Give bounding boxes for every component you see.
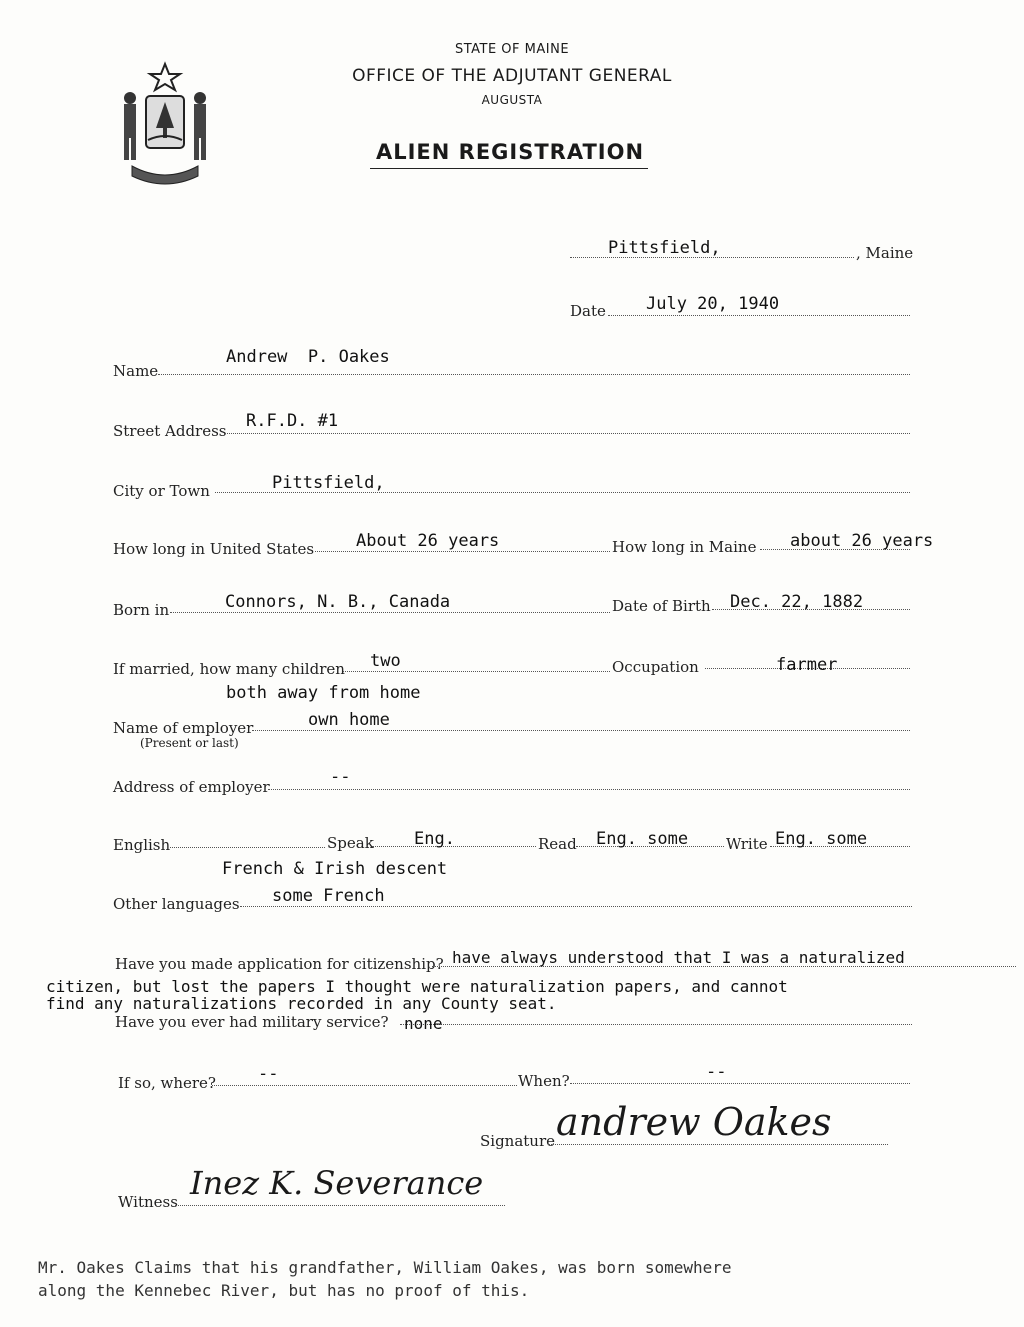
how-long-maine-label: How long in Maine xyxy=(612,538,757,556)
citizenship-line-3: find any naturalizations recorded in any County seat. xyxy=(46,994,557,1013)
state-heading: STATE OF MAINE xyxy=(454,42,570,57)
dob-label: Date of Birth xyxy=(612,597,711,615)
employer-dotted-line xyxy=(252,730,910,731)
place-suffix: , Maine xyxy=(856,244,914,262)
dob-value: Dec. 22, 1882 xyxy=(730,592,864,612)
write-label: Write xyxy=(726,835,768,853)
how-long-maine-value: about 26 years xyxy=(790,531,934,551)
military-dotted-line xyxy=(400,1024,912,1025)
military-label: Have you ever had military service? xyxy=(115,1013,389,1031)
other-languages-value: some French xyxy=(272,886,385,906)
footnote-line-1: Mr. Oakes Claims that his grandfather, William Oakes, was born somewhere xyxy=(38,1258,732,1277)
office-heading: OFFICE OF THE ADJUTANT GENERAL xyxy=(352,66,672,86)
name-dotted-line xyxy=(158,374,910,375)
date-label: Date xyxy=(570,302,606,320)
other-languages-label: Other languages xyxy=(113,895,240,913)
children-value: two xyxy=(370,651,401,671)
children-dotted-line xyxy=(343,671,610,672)
street-value: R.F.D. #1 xyxy=(246,411,339,431)
employer-address-label: Address of employer xyxy=(113,778,270,796)
date-value: July 20, 1940 xyxy=(646,294,780,314)
name-label: Name xyxy=(113,362,159,380)
other-languages-note: French & Irish descent xyxy=(222,859,448,879)
where-value: -- xyxy=(258,1064,279,1084)
military-value: none xyxy=(404,1014,443,1033)
employer-value: own home xyxy=(308,710,390,730)
city-town-label: City or Town xyxy=(113,482,210,500)
witness-value: Inez K. Severance xyxy=(190,1164,484,1202)
employer-address-value: -- xyxy=(330,767,351,787)
read-value: Eng. some xyxy=(596,829,689,849)
occupation-value: farmer xyxy=(776,655,838,675)
read-label: Read xyxy=(538,835,577,853)
place-value: Pittsfield, xyxy=(608,238,721,258)
speak-label: Speak xyxy=(327,834,374,852)
witness-dotted-line xyxy=(175,1205,505,1206)
occupation-label: Occupation xyxy=(612,658,699,676)
title-underline xyxy=(370,168,648,169)
when-label: When? xyxy=(518,1072,570,1090)
form-title: ALIEN REGISTRATION xyxy=(375,140,645,164)
english-label: English xyxy=(113,836,171,854)
speak-value: Eng. xyxy=(414,829,455,849)
where-dotted-line xyxy=(212,1085,517,1086)
how-long-us-value: About 26 years xyxy=(356,531,500,551)
born-dotted-line xyxy=(170,612,610,613)
born-label: Born in xyxy=(113,601,170,619)
english-dotted-line xyxy=(170,847,325,848)
name-value: Andrew P. Oakes xyxy=(226,347,390,367)
children-label: If married, how many children xyxy=(113,660,345,678)
street-label: Street Address xyxy=(113,422,227,440)
when-dotted-line xyxy=(570,1083,910,1084)
city-town-value: Pittsfield, xyxy=(272,473,385,493)
born-value: Connors, N. B., Canada xyxy=(225,592,451,612)
children-note: both away from home xyxy=(226,683,421,703)
how-long-us-dotted-line xyxy=(315,551,610,552)
signature-value: andrew Oakes xyxy=(556,1100,832,1144)
citizenship-value: have always understood that I was a naturalized xyxy=(452,948,905,967)
when-value: -- xyxy=(706,1062,727,1082)
witness-label: Witness xyxy=(118,1193,178,1211)
street-dotted-line xyxy=(225,433,910,434)
signature-label: Signature xyxy=(480,1132,556,1150)
employer-address-dotted-line xyxy=(268,789,910,790)
employer-sublabel: (Present or last) xyxy=(140,736,239,750)
city-heading: AUGUSTA xyxy=(481,93,543,107)
employer-label: Name of employer xyxy=(113,719,254,737)
where-label: If so, where? xyxy=(118,1074,216,1092)
signature-dotted-line xyxy=(548,1144,888,1145)
citizenship-line-2: citizen, but lost the papers I thought were naturalization papers, and cannot xyxy=(46,977,788,996)
date-dotted-line xyxy=(608,315,910,316)
citizenship-label: Have you made application for citizenship? xyxy=(115,955,444,973)
how-long-us-label: How long in United States xyxy=(113,540,315,558)
write-value: Eng. some xyxy=(775,829,868,849)
other-languages-dotted-line xyxy=(240,906,912,907)
footnote-line-2: along the Kennebec River, but has no proof of this. xyxy=(38,1281,530,1300)
